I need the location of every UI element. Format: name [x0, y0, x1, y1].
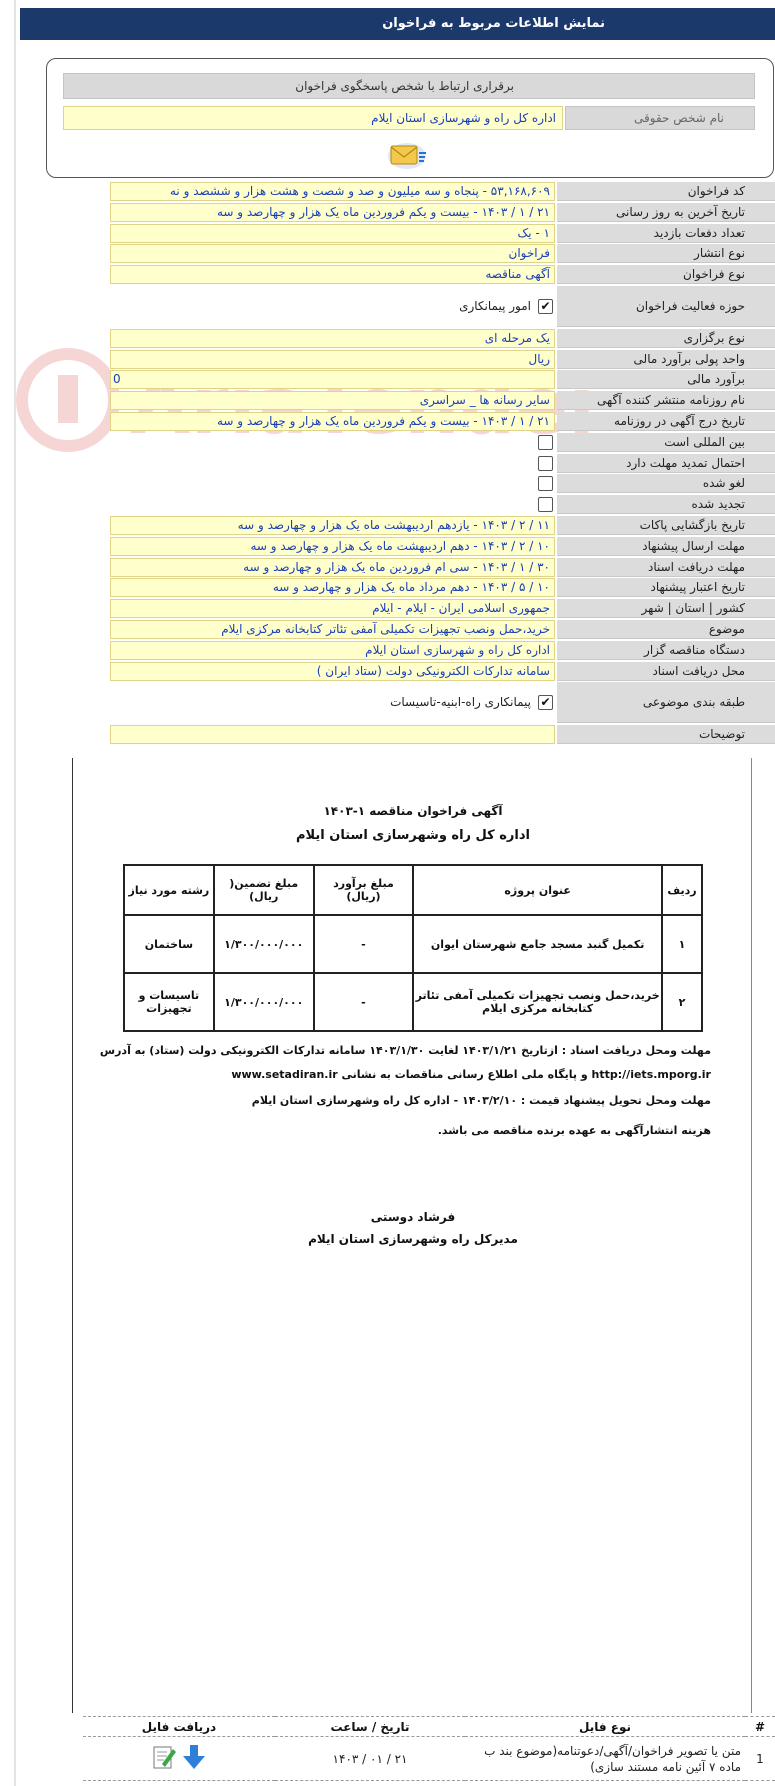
doc-col-estimate: مبلغ برآورد (ریال)	[314, 865, 414, 915]
page-title: نمایش اطلاعات مربوط به فراخوان	[20, 8, 775, 40]
description-value	[110, 725, 555, 744]
row-proposal-deadline	[110, 537, 775, 557]
category-option: پیمانکاری راه-ابنیه-تاسیسات	[390, 695, 531, 710]
international-checkbox[interactable]	[538, 435, 553, 450]
row-opening-date	[110, 516, 775, 536]
subject-value: خرید،حمل ونصب تجهیزات تکمیلی آمفی تئاتر کتابخانه مرکزی ایلام	[110, 620, 555, 639]
files-col-index: #	[745, 1717, 775, 1737]
opening-date-value: ۱۱ / ۲ / ۱۴۰۳ - یازدهم اردیبهشت ماه یک هزار و چهارصد و سه	[110, 516, 555, 535]
cancelled-label: لغو شده	[557, 474, 775, 493]
row-activity	[110, 286, 775, 328]
publish-type-value: فراخوان	[110, 244, 555, 263]
publish-type-label: نوع انتشار	[557, 244, 775, 263]
file-date: ۲۱ / ۰۱ / ۱۴۰۳	[275, 1737, 465, 1781]
doc-row-title: تکمیل گنبد مسجد جامع شهرستان ایوان	[413, 915, 662, 973]
envelope-icon[interactable]	[385, 139, 429, 171]
files-col-date: تاریخ / ساعت	[275, 1717, 465, 1737]
doc-table-header	[124, 865, 702, 915]
visits-label: تعداد دفعات بازدید	[557, 224, 775, 243]
contact-panel	[46, 58, 774, 178]
code-value: ۵۳,۱۶۸,۶۰۹ - پنجاه و سه میلیون و صد و شصت و هشت هزار و ششصد و نه	[110, 182, 555, 201]
hold-type-value: یک مرحله ای	[110, 329, 555, 348]
call-type-label: نوع فراخوان	[557, 265, 775, 284]
doc-table-row	[124, 973, 702, 1031]
currency-label: واحد پولی برآورد مالی	[557, 350, 775, 369]
doc-line-4: هزینه انتشارآگهی به عهده برنده مناقصه می باشد.	[437, 1124, 711, 1137]
code-label: کد فراخوان	[557, 182, 775, 201]
doc-row-no: ۱	[662, 915, 702, 973]
hold-type-label: نوع برگزاری	[557, 329, 775, 348]
estimate-value: 0	[110, 370, 555, 389]
renewed-checkbox[interactable]	[538, 497, 553, 512]
proposal-deadline-label: مهلت ارسال پیشنهاد	[557, 537, 775, 556]
organizer-value: اداره کل راه و شهرسازی استان ایلام	[110, 641, 555, 660]
row-newspaper-date	[110, 412, 775, 432]
row-category	[110, 682, 775, 724]
doc-row-guarantee: ۱/۳۰۰/۰۰۰/۰۰۰	[214, 915, 314, 973]
files-col-download: دریافت فایل	[83, 1717, 275, 1737]
doc-col-guarantee: مبلغ تضمین( ریال)	[214, 865, 314, 915]
file-type: متن یا تصویر فراخوان/آگهی/دعوتنامه(موضوع بند ب ماده ۷ آئین نامه مستند سازی)	[465, 1737, 745, 1781]
extension-label: احتمال تمدید مهلت دارد	[557, 454, 775, 473]
row-visits	[110, 224, 775, 244]
docs-place-value: سامانه تدارکات الکترونیکی دولت (ستاد ایران )	[110, 662, 555, 681]
doc-row-field: ساختمان	[124, 915, 214, 973]
row-currency	[110, 350, 775, 370]
last-update-value: ۲۱ / ۱ / ۱۴۰۳ - بیست و یکم فروردین ماه یک هزار و چهارصد و سه	[110, 203, 555, 222]
doc-org: اداره کل راه وشهرسازی استان ایلام	[295, 828, 530, 843]
files-table	[83, 1716, 775, 1781]
doc-row-field: تاسیسات و تجهیزات	[124, 973, 214, 1031]
row-newspaper	[110, 391, 775, 411]
docs-place-label: محل دریافت اسناد	[557, 662, 775, 681]
doc-signer: فرشاد دوستی	[370, 1210, 456, 1224]
estimate-label: برآورد مالی	[557, 370, 775, 389]
doc-col-no: ردیف	[662, 865, 702, 915]
doc-line-3: مهلت ومحل تحویل پیشنهاد قیمت : ۱۴۰۳/۲/۱۰ - اداره کل راه وشهرسازی استان ایلام	[251, 1094, 711, 1107]
file-row	[83, 1737, 775, 1781]
doc-col-field: رشته مورد نیاز	[124, 865, 214, 915]
row-extension	[110, 454, 775, 474]
activity-label: حوزه فعالیت فراخوان	[557, 286, 775, 327]
download-arrow-icon[interactable]	[182, 1744, 206, 1773]
doc-table-row	[124, 915, 702, 973]
docs-deadline-value: ۳۰ / ۱ / ۱۴۰۳ - سی ام فروردین ماه یک هزار و چهارصد و سه	[110, 558, 555, 577]
newspaper-date-value: ۲۱ / ۱ / ۱۴۰۳ - بیست و یکم فروردین ماه یک هزار و چهارصد و سه	[110, 412, 555, 431]
row-docs-deadline	[110, 558, 775, 578]
row-hold-type	[110, 329, 775, 349]
validity-value: ۱۰ / ۵ / ۱۴۰۳ - دهم مرداد ماه یک هزار و چهارصد و سه	[110, 578, 555, 597]
newspaper-date-label: تاریخ درج آگهی در روزنامه	[557, 412, 775, 431]
doc-row-title: خرید،حمل ونصب تجهیزات تکمیلی آمفی تئاتر کتابخانه مرکزی ایلام	[413, 973, 662, 1031]
row-renewed	[110, 495, 775, 515]
row-subject	[110, 620, 775, 640]
doc-projects-table	[123, 864, 703, 1032]
row-organizer	[110, 641, 775, 661]
call-type-value: آگهی مناقصه	[110, 265, 555, 284]
doc-col-title: عنوان پروژه	[413, 865, 662, 915]
organizer-label: دستگاه مناقصه گزار	[557, 641, 775, 660]
doc-line-1: مهلت ومحل دریافت اسناد : ازتاریخ ۱۴۰۳/۱/۲۱ لغایت ۱۴۰۳/۱/۳۰ سامانه تدارکات الکترونیکی دولت (ستاد) به آدرس	[99, 1044, 711, 1057]
last-update-label: تاریخ آخرین به روز رسانی	[557, 203, 775, 222]
extension-checkbox[interactable]	[538, 456, 553, 471]
validity-label: تاریخ اعتبار پیشنهاد	[557, 578, 775, 597]
row-validity	[110, 578, 775, 598]
description-label: توضیحات	[557, 725, 775, 744]
edit-document-icon[interactable]	[152, 1744, 176, 1773]
row-last-update	[110, 203, 775, 223]
doc-line-2: www.setadiran.ir و پایگاه ملی اطلاع رسانی مناقصات به نشانی http://iets.mporg.ir	[231, 1068, 711, 1081]
row-cancelled	[110, 474, 775, 494]
doc-heading: آگهی فراخوان مناقصه ۱-۱۴۰۳	[323, 804, 503, 818]
doc-row-guarantee: ۱/۳۰۰/۰۰۰/۰۰۰	[214, 973, 314, 1031]
international-label: بین المللی است	[557, 433, 775, 452]
subject-label: موضوع	[557, 620, 775, 639]
proposal-deadline-value: ۱۰ / ۲ / ۱۴۰۳ - دهم اردیبهشت ماه یک هزار و چهارصد و سه	[110, 537, 555, 556]
doc-row-estimate: -	[314, 973, 414, 1031]
renewed-label: تجدید شده	[557, 495, 775, 514]
notice-document-image	[72, 758, 752, 1713]
location-value: جمهوری اسلامی ایران - ایلام - ایلام	[110, 599, 555, 618]
activity-checkbox[interactable]: ✔	[538, 299, 553, 314]
left-rail	[14, 0, 16, 1786]
visits-value: ۱ - یک	[110, 224, 555, 243]
newspaper-label: نام روزنامه منتشر کننده آگهی	[557, 391, 775, 410]
docs-deadline-label: مهلت دریافت اسناد	[557, 558, 775, 577]
files-header	[83, 1717, 775, 1737]
contact-title: برقراری ارتباط با شخص پاسخگوی فراخوان	[63, 73, 755, 99]
doc-row-estimate: -	[314, 915, 414, 973]
opening-date-label: تاریخ بازگشایی پاکات	[557, 516, 775, 535]
doc-signer-title: مدیرکل راه وشهرسازی استان ایلام	[308, 1232, 518, 1246]
row-estimate	[110, 370, 775, 390]
legal-person-value: اداره کل راه و شهرسازی استان ایلام	[63, 106, 563, 130]
activity-option: امور پیمانکاری	[459, 298, 531, 313]
location-label: کشور | استان | شهر	[557, 599, 775, 618]
currency-value: ریال	[110, 350, 555, 369]
category-checkbox[interactable]: ✔	[538, 695, 553, 710]
row-location	[110, 599, 775, 619]
details-form	[110, 182, 775, 746]
newspaper-value: سایر رسانه ها _ سراسری	[110, 391, 555, 410]
legal-person-label: نام شخص حقوقی	[565, 106, 755, 130]
row-docs-place	[110, 662, 775, 682]
row-publish-type	[110, 244, 775, 264]
row-code	[110, 182, 775, 202]
row-call-type	[110, 265, 775, 285]
row-international	[110, 433, 775, 453]
files-col-type: نوع فایل	[465, 1717, 745, 1737]
doc-row-no: ۲	[662, 973, 702, 1031]
row-description	[110, 725, 775, 745]
cancelled-checkbox[interactable]	[538, 476, 553, 491]
category-label: طبقه بندی موضوعی	[557, 682, 775, 723]
file-index: 1	[745, 1737, 775, 1781]
